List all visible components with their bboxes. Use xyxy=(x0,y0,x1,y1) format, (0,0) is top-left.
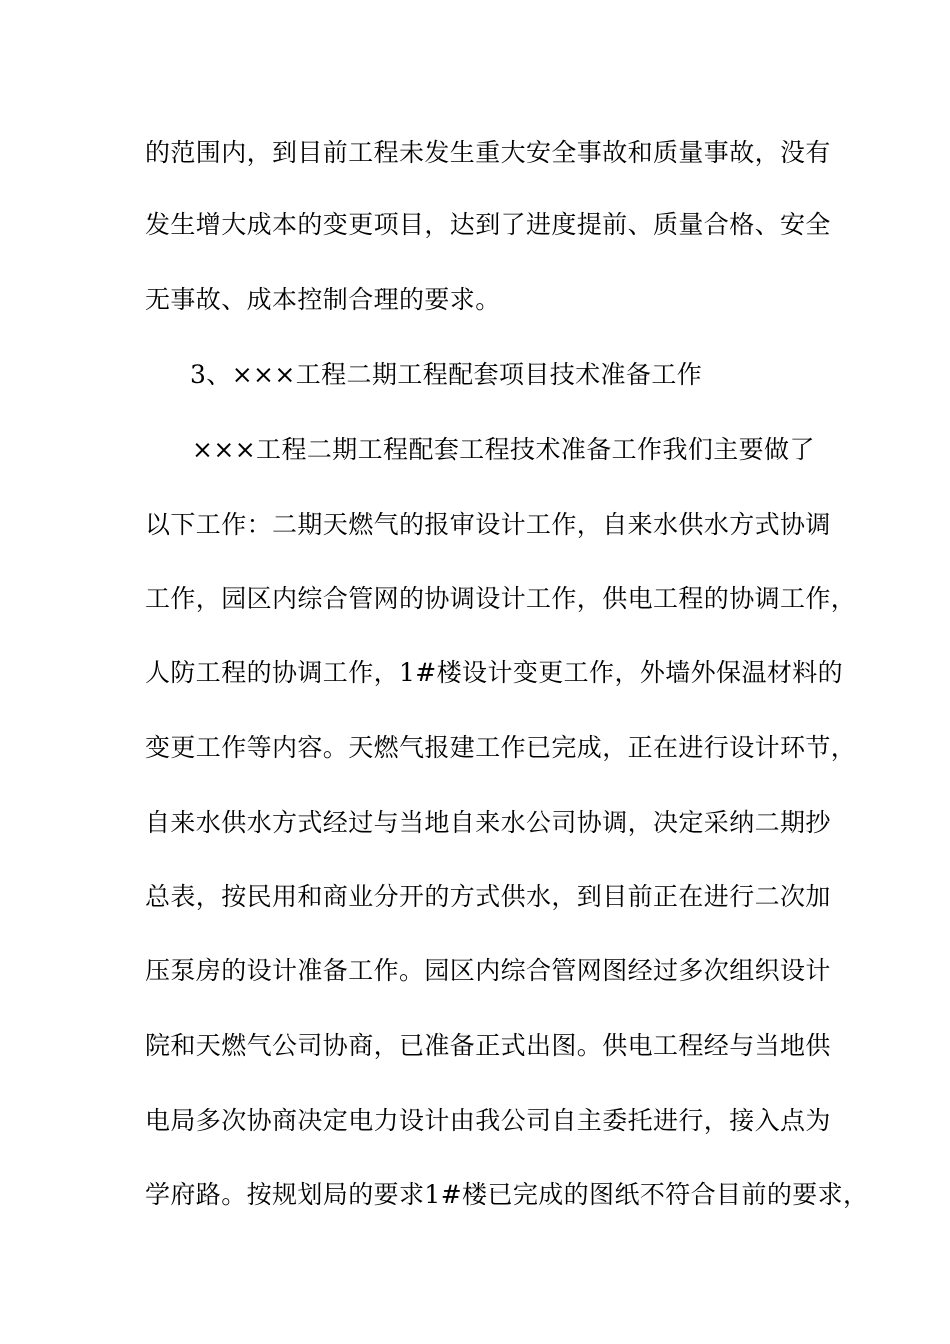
paragraph-line-11: 总表，按民用和商业分开的方式供水，到目前正在进行二次加 xyxy=(145,882,831,911)
paragraph-line-6: 以下工作：二期天燃气的报审设计工作，自来水供水方式协调 xyxy=(145,510,831,539)
paragraph-line-10: 自来水供水方式经过与当地自来水公司协调，决定采纳二期抄 xyxy=(145,808,831,837)
paragraph-line-14: 电局多次协商决定电力设计由我公司自主委托进行，接入点为 xyxy=(145,1106,831,1135)
paragraph-line-3: 无事故、成本控制合理的要求。 xyxy=(145,285,501,314)
paragraph-line-1: 的范围内，到目前工程未发生重大安全事故和质量事故，没有 xyxy=(145,138,831,167)
paragraph-line-7: 工作，园区内综合管网的协调设计工作，供电工程的协调工作， xyxy=(145,584,857,613)
paragraph-line-12: 压泵房的设计准备工作。园区内综合管网图经过多次组织设计 xyxy=(145,956,831,985)
paragraph-line-8: 人防工程的协调工作，1#楼设计变更工作，外墙外保温材料的 xyxy=(145,658,844,687)
paragraph-line-13: 院和天燃气公司协商，已准备正式出图。供电工程经与当地供 xyxy=(145,1031,831,1060)
paragraph-line-15: 学府路。按规划局的要求1#楼已完成的图纸不符合目前的要求， xyxy=(145,1180,869,1209)
paragraph-line-9: 变更工作等内容。天燃气报建工作已完成，正在进行设计环节， xyxy=(145,733,857,762)
paragraph-line-2: 发生增大成本的变更项目，达到了进度提前、质量合格、安全 xyxy=(145,210,831,239)
section-heading: 3、×××工程二期工程配套项目技术准备工作 xyxy=(190,360,703,389)
paragraph-line-5: ×××工程二期工程配套工程技术准备工作我们主要做了 xyxy=(192,435,815,464)
